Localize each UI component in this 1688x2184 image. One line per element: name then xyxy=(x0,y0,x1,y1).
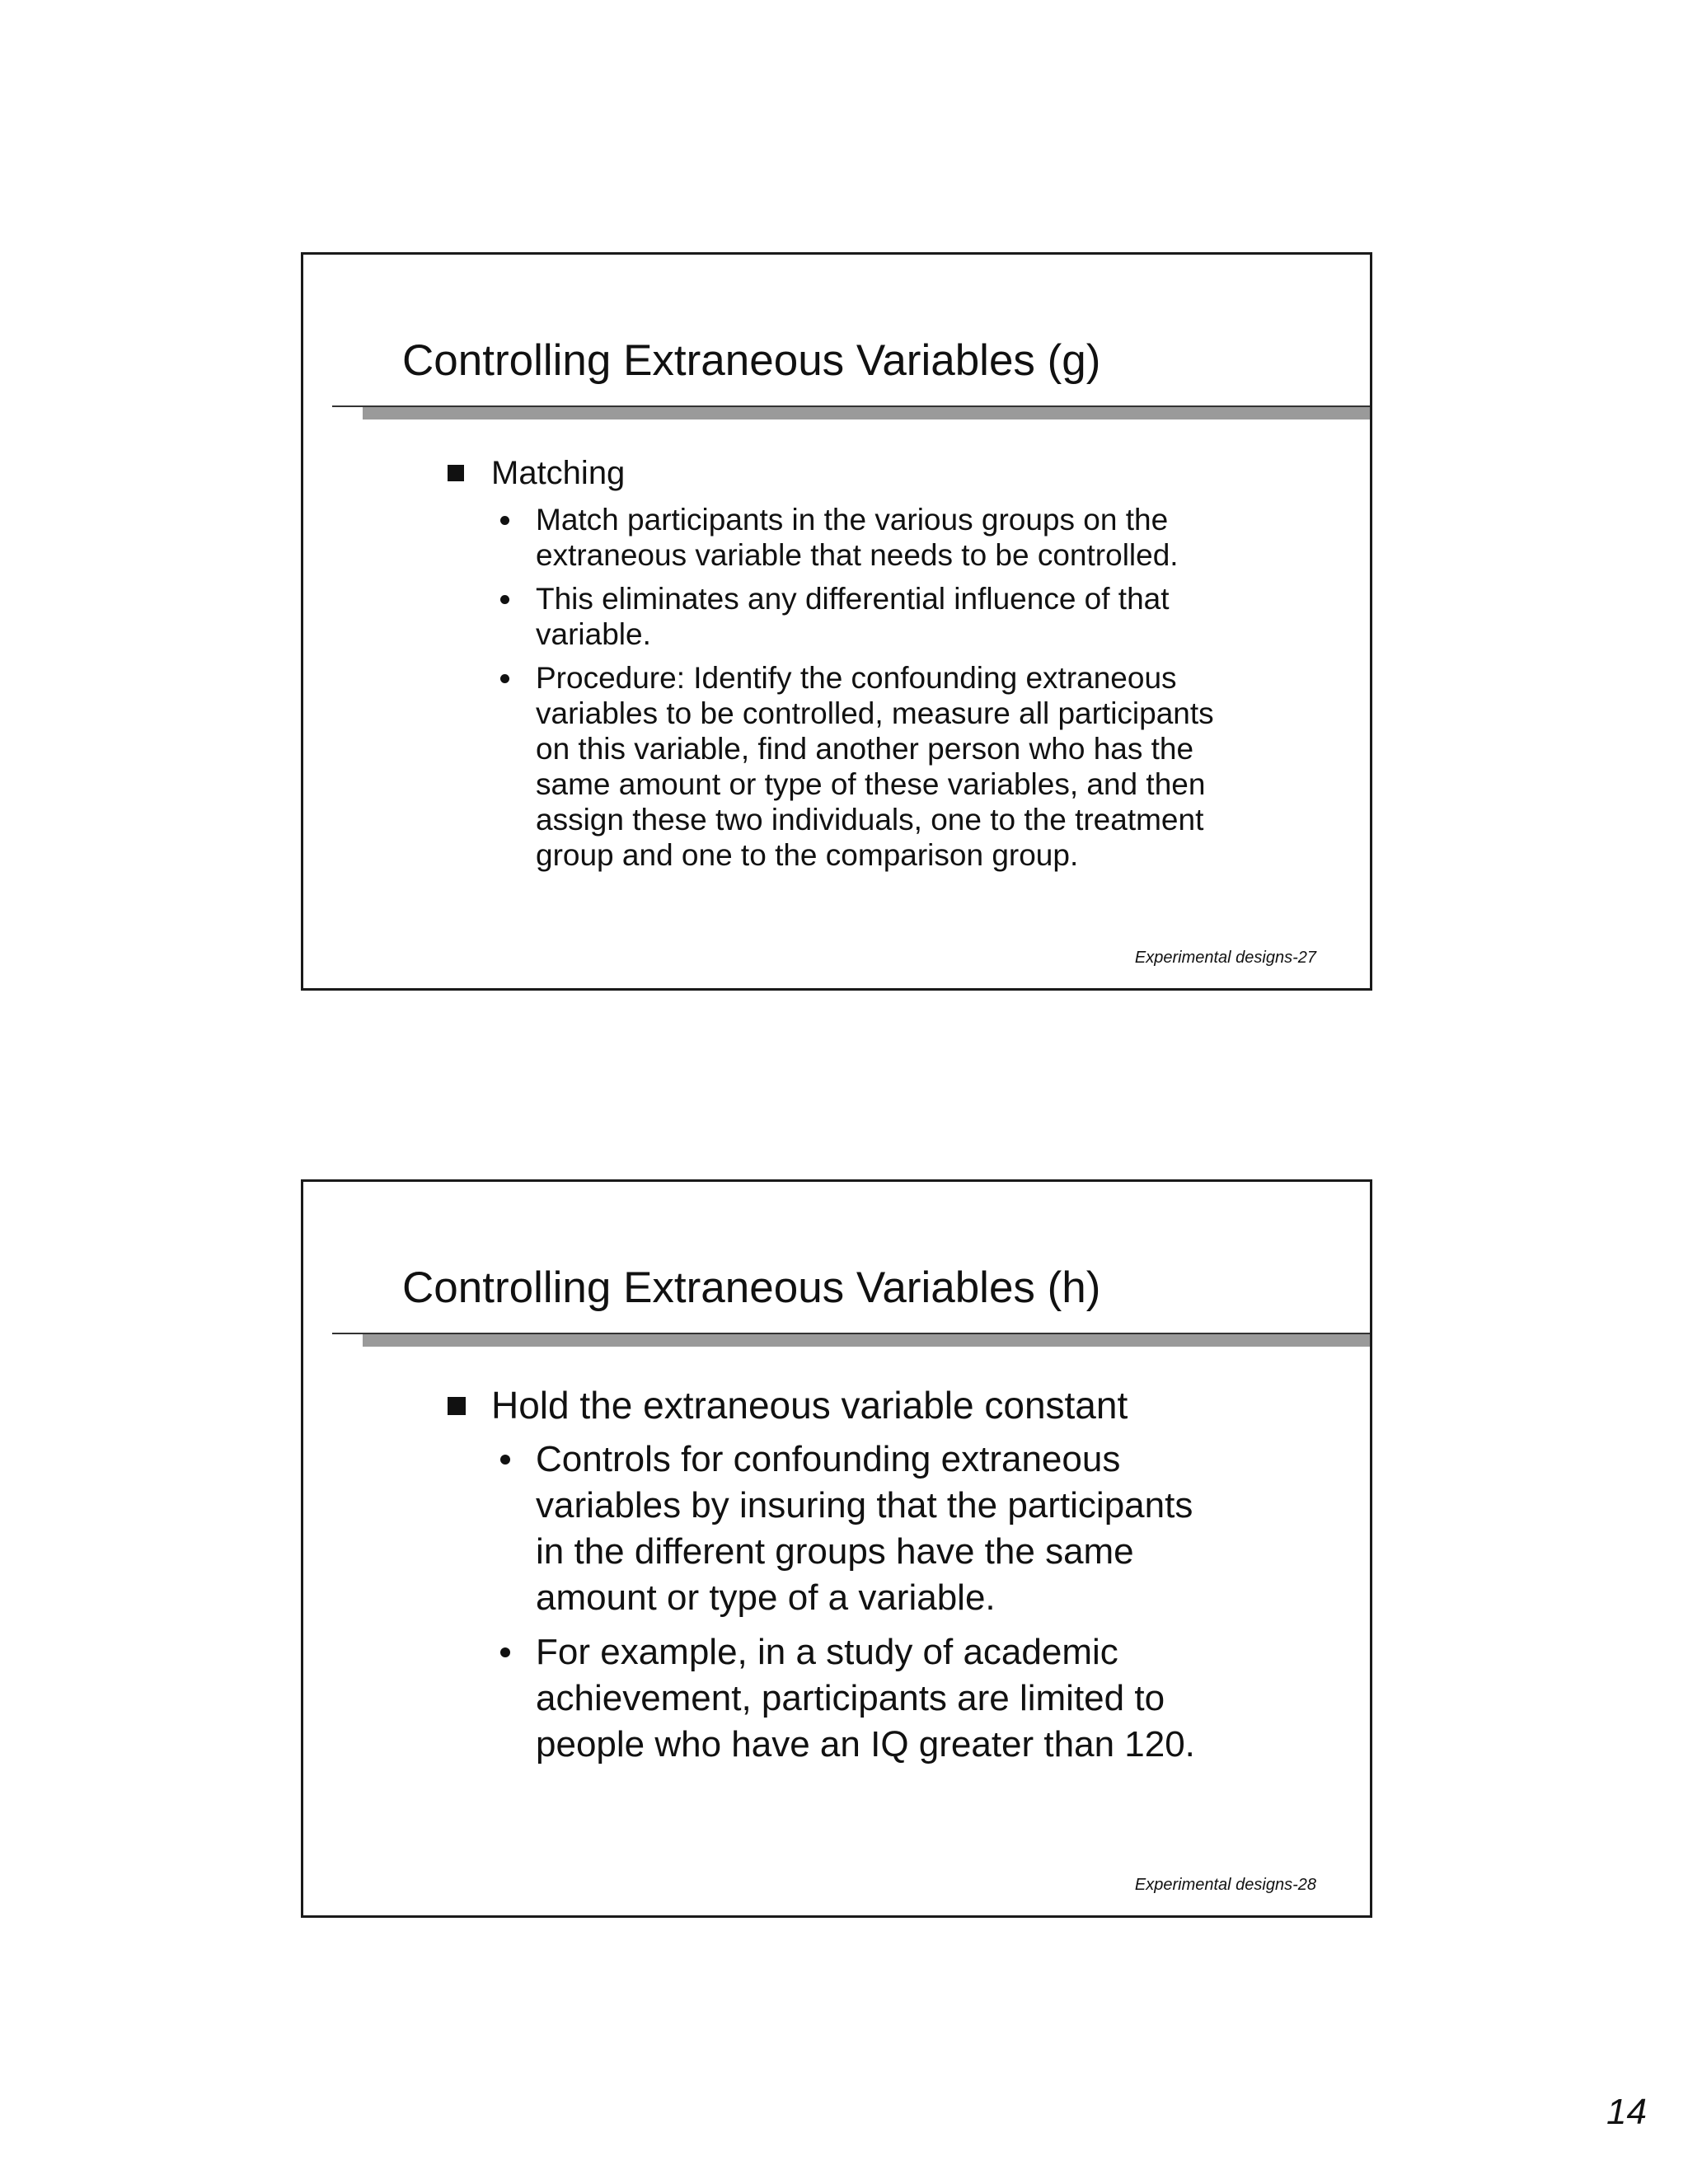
slide-content xyxy=(448,452,1321,873)
round-bullet-icon xyxy=(500,1455,510,1465)
sub-bullet-item xyxy=(448,581,1321,652)
sub-bullet-text: For example, in a study of academic achievement, participants are limited to people who have an IQ greater than 120. xyxy=(536,1632,1195,1765)
sub-bullet-item xyxy=(448,1436,1321,1621)
bullet-text: Hold the extraneous variable constant xyxy=(491,1384,1128,1427)
sub-bullet-text: Controls for confounding extraneous variables by insuring that the participants in the different groups have the same amount or type of a variable. xyxy=(536,1439,1193,1618)
title-shadow-bar xyxy=(363,407,1370,419)
sub-bullet-text: Match participants in the various groups on the extraneous variable that needs to be controlled. xyxy=(536,503,1179,572)
square-bullet-icon xyxy=(448,465,464,481)
slide-title: Controlling Extraneous Variables (g) xyxy=(402,336,1101,385)
slide-footer: Experimental designs-27 xyxy=(1134,949,1316,967)
round-bullet-icon xyxy=(500,516,509,525)
title-shadow-bar xyxy=(363,1334,1370,1347)
slide-content xyxy=(448,1382,1321,1768)
bullet-item xyxy=(448,1382,1321,1428)
bullet-item xyxy=(448,452,1321,494)
sub-bullet-item xyxy=(448,502,1321,573)
bullet-text: Matching xyxy=(491,455,626,491)
slide-28 xyxy=(301,1179,1372,1918)
sub-bullet-text: Procedure: Identify the confounding extraneous variables to be controlled, measure all participants on this variable, find another person who has the same amount or type of these variables, and then assign these two individuals, one to the treatment group and one to the comparison group. xyxy=(536,661,1214,872)
sub-bullet-item xyxy=(448,660,1321,873)
round-bullet-icon xyxy=(500,1647,510,1657)
round-bullet-icon xyxy=(500,674,509,683)
slide-27 xyxy=(301,252,1372,991)
round-bullet-icon xyxy=(500,595,509,604)
sub-bullet-text: This eliminates any differential influence of that variable. xyxy=(536,582,1170,651)
slide-footer: Experimental designs-28 xyxy=(1134,1876,1316,1894)
page-number: 14 xyxy=(1606,2092,1647,2132)
slide-title: Controlling Extraneous Variables (h) xyxy=(402,1263,1101,1312)
sub-bullet-item xyxy=(448,1629,1321,1768)
square-bullet-icon xyxy=(448,1397,466,1415)
